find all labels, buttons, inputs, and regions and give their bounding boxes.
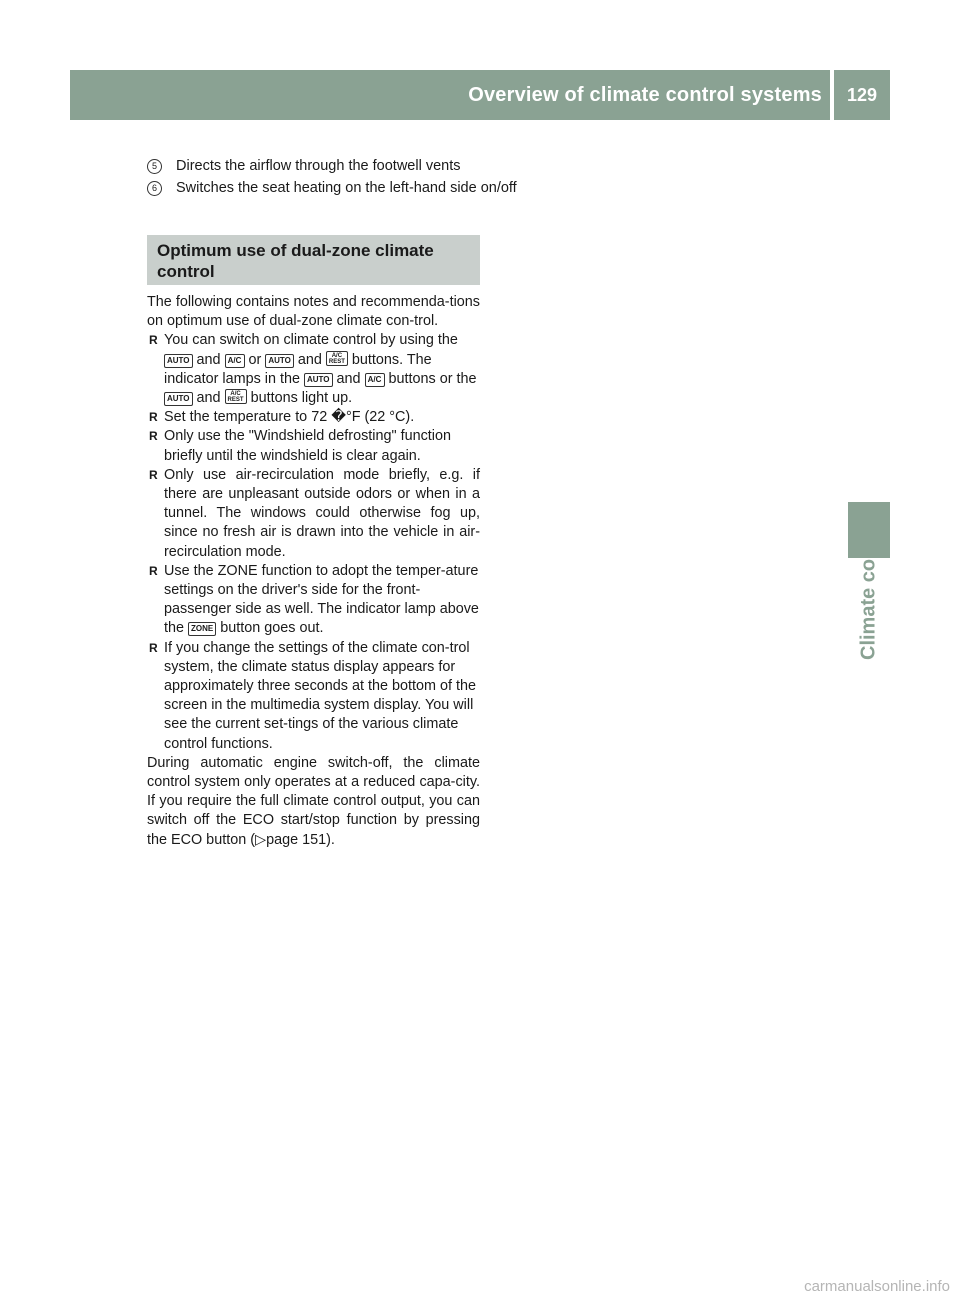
bullet-text: buttons light up.	[250, 390, 353, 407]
bullet-text: and	[196, 351, 221, 368]
item-marker: 6	[147, 181, 162, 196]
item-text: Switches the seat heating on the left-hand side on/off	[176, 180, 517, 196]
list-item	[147, 177, 747, 199]
item-marker: 5	[147, 159, 162, 174]
ac-button-icon: A/C	[225, 354, 245, 368]
page-number: 129	[846, 84, 878, 105]
closing-text: During automatic engine switch-off, the climate control system only operates at a reduced capa-city. If you require the full climate control output, you can switch off the ECO start/stop function by pressing the ECO button (	[147, 754, 480, 848]
item-text: Directs the airflow through the footwell vents	[176, 158, 461, 174]
icon-bottom-text: REST	[227, 397, 244, 404]
top-item-list	[147, 155, 747, 199]
bullet-text: button goes out.	[220, 620, 324, 637]
list-item: R Only use the "Windshield defrosting" function briefly until the windshield is clear again.	[147, 427, 480, 465]
icon-bottom-text: REST	[328, 358, 345, 365]
list-item: R If you change the settings of the climate con-trol system, the climate status display appears for approximately three seconds at the bottom of the screen in the multimedia system display. You will see the current set-tings of the various climate control functions.	[147, 639, 480, 754]
auto-button-icon: AUTO	[164, 392, 193, 406]
list-item	[147, 155, 747, 177]
ac-button-icon: A/C	[365, 373, 385, 387]
list-item: R Only use air-recirculation mode briefly, e.g. if there are unpleasant outside odors or when in a tunnel. The windows could otherwise fog up, since no fresh air is drawn into the vehicle in air-recirculation mode.	[147, 466, 480, 562]
bullet-text: You can switch on climate control by using the	[164, 332, 458, 349]
list-item	[147, 562, 480, 639]
auto-button-icon: AUTO	[164, 354, 193, 368]
list-item: R Set the temperature to 72 �°F (22 °C).	[147, 408, 480, 427]
bullet-list	[147, 331, 480, 753]
bullet-text: buttons. The indicator lamps in the	[164, 351, 432, 387]
icon-top-text: A/C	[331, 352, 343, 359]
zone-button-icon: ZONE	[188, 622, 216, 636]
side-tab-label: Climate control	[857, 514, 880, 660]
bullet-text: Use the ZONE function to adopt the temper-ature settings on the driver's side for the front-passenger side as well. The indicator lamp above the	[164, 562, 479, 637]
closing-paragraph	[147, 754, 480, 850]
bullet-text: and	[297, 351, 322, 368]
header-title: Overview of climate control systems	[468, 83, 822, 106]
ac-rest-button-icon	[326, 351, 348, 366]
ac-rest-button-icon	[225, 389, 247, 404]
bullet-text: and	[196, 390, 221, 407]
section-heading: Optimum use of dual-zone climate control	[147, 235, 480, 285]
watermark: carmanualsonline.info	[804, 1278, 950, 1295]
page-header	[70, 70, 890, 120]
intro-paragraph: The following contains notes and recommenda-tions on optimum use of dual-zone climate con-trol.	[147, 294, 480, 330]
closing-text: page 151).	[266, 831, 335, 848]
page-reference-arrow-icon: ▷	[255, 831, 267, 848]
bullet-text: buttons or the	[388, 370, 477, 387]
bullet-text: or	[248, 351, 262, 368]
section-content	[147, 293, 480, 850]
bullet-text: and	[336, 370, 361, 387]
auto-button-icon: AUTO	[265, 354, 294, 368]
list-item	[147, 331, 480, 408]
icon-top-text: A/C	[230, 391, 241, 398]
auto-button-icon: AUTO	[304, 373, 333, 387]
